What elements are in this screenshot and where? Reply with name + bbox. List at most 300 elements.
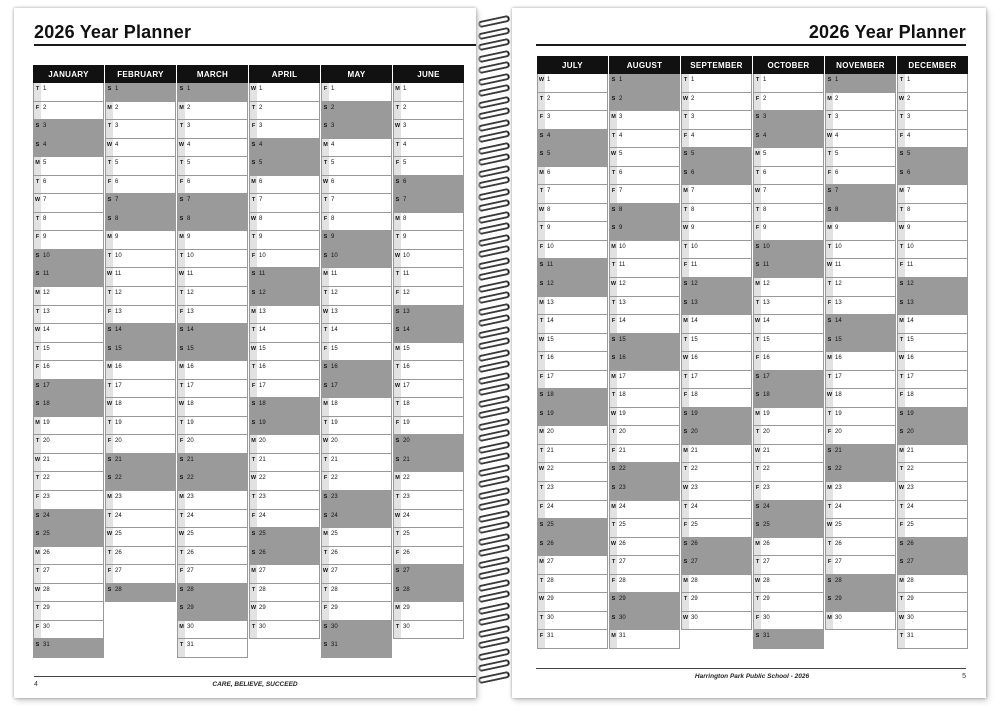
day-cell	[105, 361, 176, 380]
day-number: 15	[403, 345, 410, 352]
weekday-letter: S	[898, 426, 905, 444]
day-number: 25	[259, 531, 266, 538]
weekday-letter: S	[34, 528, 41, 546]
weekday-letter: W	[34, 324, 41, 342]
day-number: 8	[835, 206, 839, 213]
weekday-letter: T	[682, 111, 689, 129]
day-cell	[537, 167, 608, 186]
day-cell	[825, 538, 896, 557]
day-number: 13	[619, 299, 626, 306]
page-number: 4	[34, 681, 38, 688]
day-number: 26	[907, 540, 914, 547]
day-cell	[753, 222, 824, 241]
weekday-letter: T	[754, 556, 761, 574]
day-cell	[33, 83, 104, 102]
day-cell	[897, 204, 968, 223]
day-cell	[105, 120, 176, 139]
weekday-letter: T	[538, 185, 545, 203]
day-cell	[897, 222, 968, 241]
weekday-letter: W	[610, 408, 617, 426]
day-cell	[105, 324, 176, 343]
day-cell	[177, 231, 248, 250]
day-number: 23	[835, 485, 842, 492]
weekday-letter: T	[538, 612, 545, 630]
weekday-letter: S	[34, 120, 41, 138]
day-cell	[537, 241, 608, 260]
day-cell	[321, 157, 392, 176]
weekday-letter: W	[682, 222, 689, 240]
day-cell	[681, 130, 752, 149]
weekday-letter: T	[610, 167, 617, 185]
title-rule	[34, 44, 476, 46]
day-number: 12	[259, 290, 266, 297]
day-cell	[681, 93, 752, 112]
day-cell	[609, 297, 680, 316]
weekday-letter: F	[754, 93, 761, 111]
day-cell	[33, 324, 104, 343]
weekday-letter: W	[682, 352, 689, 370]
weekday-letter: S	[754, 371, 761, 389]
day-number: 13	[115, 308, 122, 315]
spiral-coil	[478, 383, 511, 397]
spiral-coil	[478, 429, 511, 443]
day-cell	[177, 621, 248, 640]
day-number: 11	[691, 262, 698, 269]
day-cell	[321, 602, 392, 621]
weekday-letter: W	[754, 575, 761, 593]
weekday-letter: S	[610, 74, 617, 92]
month-column-june	[393, 65, 464, 658]
day-number: 29	[43, 605, 50, 612]
day-cell	[537, 297, 608, 316]
weekday-letter: S	[394, 454, 401, 472]
weekday-letter: S	[826, 204, 833, 222]
day-cell	[33, 528, 104, 547]
day-cell	[753, 278, 824, 297]
day-number: 8	[403, 215, 407, 222]
day-cell	[249, 528, 320, 547]
day-number: 18	[547, 392, 554, 399]
day-cell	[393, 343, 464, 362]
day-cell	[105, 510, 176, 529]
weekday-letter: S	[610, 612, 617, 630]
day-number: 16	[403, 364, 410, 371]
day-cell	[249, 268, 320, 287]
day-cell	[753, 445, 824, 464]
month-header: JULY	[537, 56, 608, 74]
day-number: 28	[331, 586, 338, 593]
weekday-letter: M	[610, 111, 617, 129]
weekday-letter: T	[538, 352, 545, 370]
weekday-letter: M	[322, 268, 329, 286]
day-number: 6	[835, 169, 839, 176]
weekday-letter: W	[250, 83, 257, 101]
day-number: 13	[43, 308, 50, 315]
day-number: 27	[835, 559, 842, 566]
day-cell	[609, 111, 680, 130]
day-cell	[537, 315, 608, 334]
weekday-letter: S	[34, 139, 41, 157]
spiral-coil	[478, 360, 511, 374]
day-cell	[897, 612, 968, 631]
weekday-letter: W	[178, 528, 185, 546]
day-number: 10	[547, 243, 554, 250]
day-number: 24	[403, 512, 410, 519]
spiral-coil	[478, 659, 511, 673]
day-cell	[681, 315, 752, 334]
weekday-letter: M	[826, 93, 833, 111]
day-cell	[537, 130, 608, 149]
weekday-letter: T	[394, 621, 401, 639]
day-cell	[321, 510, 392, 529]
day-cell	[321, 528, 392, 547]
day-cell	[825, 278, 896, 297]
weekday-letter: S	[826, 74, 833, 92]
weekday-letter: W	[682, 93, 689, 111]
day-number: 27	[907, 559, 914, 566]
day-cell	[177, 287, 248, 306]
day-number: 20	[187, 438, 194, 445]
day-number: 15	[691, 336, 698, 343]
day-number: 23	[763, 485, 770, 492]
weekday-letter: S	[394, 435, 401, 453]
day-number: 27	[691, 559, 698, 566]
weekday-letter: S	[34, 639, 41, 657]
day-number: 12	[907, 281, 914, 288]
day-number: 1	[43, 86, 47, 92]
weekday-letter: T	[34, 602, 41, 620]
weekday-letter: T	[394, 102, 401, 120]
day-cell	[897, 426, 968, 445]
day-number: 25	[907, 522, 914, 529]
day-number: 10	[115, 252, 122, 259]
day-cell	[825, 222, 896, 241]
weekday-letter: S	[178, 324, 185, 342]
day-cell	[825, 111, 896, 130]
day-cell	[321, 417, 392, 436]
day-number: 21	[259, 456, 266, 463]
day-number: 3	[331, 123, 335, 130]
day-cell	[897, 352, 968, 371]
day-number: 3	[187, 123, 191, 130]
footer-rule	[536, 668, 966, 669]
day-number: 15	[43, 345, 50, 352]
day-cell	[321, 639, 392, 658]
weekday-letter: F	[322, 83, 329, 101]
weekday-letter: S	[394, 324, 401, 342]
weekday-letter: S	[754, 519, 761, 537]
day-number: 8	[331, 215, 335, 222]
day-cell	[393, 120, 464, 139]
weekday-letter: T	[826, 408, 833, 426]
weekday-letter: T	[322, 547, 329, 565]
day-cell	[177, 565, 248, 584]
day-number: 26	[403, 549, 410, 556]
day-cell	[753, 463, 824, 482]
day-cell	[249, 361, 320, 380]
day-number: 12	[115, 290, 122, 297]
weekday-letter: T	[178, 120, 185, 138]
day-number: 25	[547, 522, 554, 529]
weekday-letter: S	[250, 157, 257, 175]
day-cell	[321, 306, 392, 325]
day-number: 24	[115, 512, 122, 519]
weekday-letter: S	[898, 278, 905, 296]
day-number: 18	[835, 392, 842, 399]
day-cell	[681, 259, 752, 278]
day-cell	[249, 139, 320, 158]
month-header: MAY	[321, 65, 392, 83]
day-number: 29	[259, 605, 266, 612]
day-number: 30	[907, 614, 914, 621]
day-cell	[825, 463, 896, 482]
day-cell	[897, 259, 968, 278]
day-cell	[753, 130, 824, 149]
day-cell	[393, 584, 464, 603]
day-number: 17	[835, 373, 842, 380]
weekday-letter: S	[610, 334, 617, 352]
day-cell	[897, 371, 968, 390]
day-number: 17	[691, 373, 698, 380]
day-number: 2	[763, 95, 767, 102]
weekday-letter: T	[538, 575, 545, 593]
day-number: 20	[619, 429, 626, 436]
day-number: 28	[835, 577, 842, 584]
weekday-letter: T	[826, 148, 833, 166]
day-number: 9	[619, 225, 623, 232]
weekday-letter: W	[106, 139, 113, 157]
day-cell	[825, 482, 896, 501]
day-cell	[609, 352, 680, 371]
day-number: 15	[907, 336, 914, 343]
weekday-letter: T	[610, 556, 617, 574]
day-number: 18	[187, 401, 194, 408]
day-cell	[825, 93, 896, 112]
day-number: 4	[691, 132, 695, 139]
day-number: 27	[43, 568, 50, 575]
day-cell	[681, 297, 752, 316]
day-cell	[321, 102, 392, 121]
day-number: 30	[403, 623, 410, 630]
day-cell	[825, 575, 896, 594]
weekday-letter: M	[34, 157, 41, 175]
weekday-letter: F	[538, 630, 545, 648]
day-number: 24	[907, 503, 914, 510]
day-cell	[249, 472, 320, 491]
day-cell	[33, 491, 104, 510]
day-number: 2	[907, 95, 911, 102]
day-cell	[609, 185, 680, 204]
weekday-letter: S	[538, 408, 545, 426]
day-cell	[177, 472, 248, 491]
day-cell	[753, 426, 824, 445]
weekday-letter: T	[322, 194, 329, 212]
day-cell	[321, 472, 392, 491]
day-number: 15	[763, 336, 770, 343]
day-number: 26	[547, 540, 554, 547]
weekday-letter: W	[826, 519, 833, 537]
day-cell	[681, 241, 752, 260]
weekday-letter: T	[250, 454, 257, 472]
day-cell	[825, 612, 896, 631]
day-number: 11	[115, 271, 122, 278]
day-number: 3	[115, 123, 119, 130]
day-cell	[825, 148, 896, 167]
weekday-letter: W	[394, 250, 401, 268]
weekday-letter: F	[610, 185, 617, 203]
weekday-letter: F	[394, 157, 401, 175]
day-cell	[393, 621, 464, 640]
day-cell	[609, 222, 680, 241]
day-number: 30	[43, 623, 50, 630]
day-number: 5	[763, 151, 767, 158]
day-cell	[609, 482, 680, 501]
weekday-letter: T	[106, 157, 113, 175]
day-number: 30	[187, 623, 194, 630]
day-number: 27	[115, 568, 122, 575]
weekday-letter: T	[826, 538, 833, 556]
day-number: 19	[187, 419, 194, 426]
day-number: 15	[331, 345, 338, 352]
right-page	[512, 8, 986, 698]
day-number: 10	[43, 252, 50, 259]
weekday-letter: M	[682, 575, 689, 593]
day-cell	[753, 167, 824, 186]
weekday-letter: S	[898, 297, 905, 315]
weekday-letter: T	[34, 213, 41, 231]
day-number: 30	[259, 623, 266, 630]
day-cell	[825, 259, 896, 278]
day-number: 26	[835, 540, 842, 547]
weekday-letter: W	[106, 268, 113, 286]
day-cell	[681, 556, 752, 575]
day-number: 19	[907, 410, 914, 417]
day-number: 4	[187, 141, 191, 148]
day-cell	[609, 501, 680, 520]
day-number: 25	[763, 522, 770, 529]
day-cell	[609, 259, 680, 278]
day-number: 13	[403, 308, 410, 315]
weekday-letter: T	[754, 463, 761, 481]
day-number: 24	[835, 503, 842, 510]
day-cell	[897, 241, 968, 260]
day-number: 10	[691, 243, 698, 250]
day-cell	[249, 454, 320, 473]
day-cell	[897, 167, 968, 186]
day-cell	[33, 213, 104, 232]
day-number: 6	[691, 169, 695, 176]
day-cell	[105, 102, 176, 121]
day-number: 2	[691, 95, 695, 102]
day-number: 25	[187, 531, 194, 538]
weekday-letter: W	[34, 584, 41, 602]
spiral-coil	[478, 176, 511, 190]
weekday-letter: F	[610, 445, 617, 463]
weekday-letter: T	[34, 306, 41, 324]
day-number: 3	[547, 114, 551, 121]
weekday-letter: M	[754, 538, 761, 556]
day-cell	[321, 213, 392, 232]
day-number: 2	[619, 95, 623, 102]
month-header: JUNE	[393, 65, 464, 83]
month-column-december	[897, 56, 968, 649]
day-cell	[249, 102, 320, 121]
day-cell	[897, 463, 968, 482]
day-cell	[249, 417, 320, 436]
day-cell	[609, 278, 680, 297]
day-cell	[825, 297, 896, 316]
weekday-letter: T	[898, 463, 905, 481]
spiral-coil	[478, 406, 511, 420]
day-number: 19	[547, 410, 554, 417]
weekday-letter: S	[322, 361, 329, 379]
day-cell	[609, 167, 680, 186]
weekday-letter: T	[898, 501, 905, 519]
spiral-coil	[478, 130, 511, 144]
day-cell	[105, 398, 176, 417]
weekday-letter: T	[394, 528, 401, 546]
weekday-letter: T	[178, 250, 185, 268]
day-cell	[177, 584, 248, 603]
day-cell	[537, 445, 608, 464]
day-cell	[609, 334, 680, 353]
day-number: 1	[907, 77, 911, 83]
weekday-letter: M	[250, 565, 257, 583]
day-number: 7	[619, 188, 623, 195]
day-cell	[321, 139, 392, 158]
day-cell	[825, 204, 896, 223]
weekday-letter: T	[394, 398, 401, 416]
day-number: 22	[835, 466, 842, 473]
day-cell	[321, 324, 392, 343]
weekday-letter: M	[178, 621, 185, 639]
weekday-letter: F	[682, 259, 689, 277]
spiral-coil	[478, 291, 511, 305]
day-number: 28	[187, 586, 194, 593]
day-number: 23	[115, 494, 122, 501]
month-header: OCTOBER	[753, 56, 824, 74]
weekday-letter: T	[106, 287, 113, 305]
day-number: 24	[43, 512, 50, 519]
weekday-letter: S	[250, 139, 257, 157]
spiral-binding	[475, 18, 515, 698]
day-cell	[321, 194, 392, 213]
day-number: 19	[331, 419, 338, 426]
day-cell	[609, 575, 680, 594]
day-number: 25	[331, 531, 338, 538]
day-cell	[177, 491, 248, 510]
weekday-letter: T	[754, 426, 761, 444]
weekday-letter: T	[322, 324, 329, 342]
day-number: 1	[115, 86, 119, 92]
weekday-letter: F	[610, 575, 617, 593]
spiral-coil	[478, 38, 511, 52]
day-cell	[177, 102, 248, 121]
weekday-letter: F	[322, 343, 329, 361]
day-number: 16	[619, 355, 626, 362]
day-cell	[753, 241, 824, 260]
weekday-letter: M	[538, 556, 545, 574]
day-number: 24	[187, 512, 194, 519]
weekday-letter: W	[178, 398, 185, 416]
weekday-letter: S	[538, 259, 545, 277]
day-cell	[753, 371, 824, 390]
weekday-letter: S	[538, 130, 545, 148]
day-number: 2	[259, 104, 263, 111]
day-cell	[825, 501, 896, 520]
weekday-letter: T	[682, 501, 689, 519]
spiral-coil	[478, 314, 511, 328]
